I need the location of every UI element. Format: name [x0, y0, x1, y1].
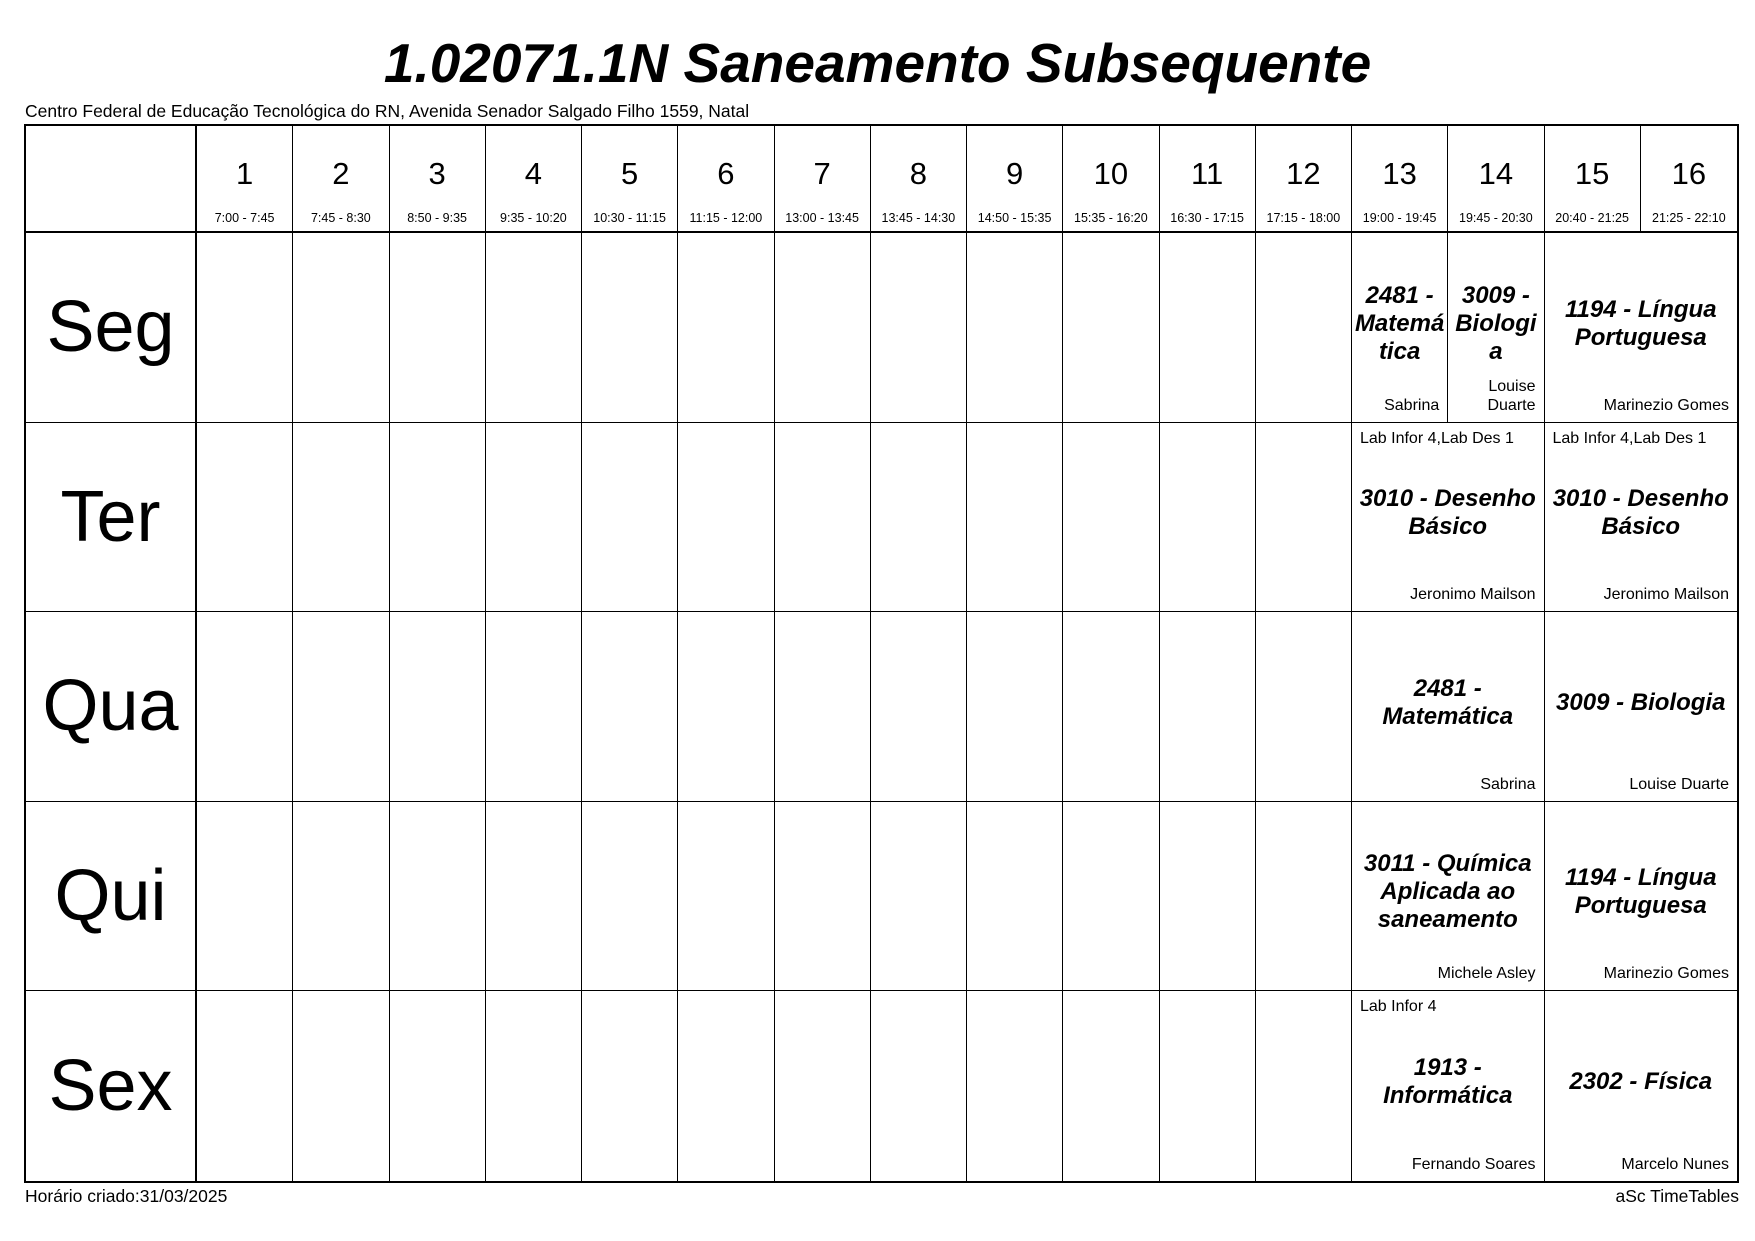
empty-slot	[197, 423, 293, 613]
period-number: 4	[524, 156, 542, 191]
empty-slot	[486, 991, 582, 1181]
empty-slot	[1063, 423, 1159, 613]
lesson-subject: 1194 - Língua Portuguesa	[1564, 864, 1717, 920]
empty-slot	[1160, 802, 1256, 992]
empty-slot	[1160, 612, 1256, 802]
empty-slot	[967, 802, 1063, 992]
empty-slot	[293, 612, 389, 802]
empty-slot	[678, 991, 774, 1181]
lesson-cell[interactable]	[1352, 233, 1448, 423]
empty-slot	[197, 612, 293, 802]
lesson-teacher: Fernando Soares	[1411, 1156, 1536, 1173]
lesson-subject: 1913 - Informática	[1383, 1054, 1513, 1110]
period-time: 19:45 - 20:30	[1459, 211, 1533, 225]
period-time: 16:30 - 17:15	[1170, 211, 1244, 225]
lesson-subject: 3009 - Biologia	[1556, 688, 1726, 716]
period-header-13	[1352, 126, 1448, 233]
page-title: 1.02071.1N Saneamento Subsequente	[383, 32, 1372, 94]
lesson-cell[interactable]	[1545, 991, 1738, 1181]
empty-slot	[678, 233, 774, 423]
day-name: Sex	[48, 1046, 173, 1127]
period-number: 6	[717, 156, 735, 191]
period-header-1	[197, 126, 293, 233]
empty-slot	[1063, 991, 1159, 1181]
lesson-room: Lab Infor 4,Lab Des 1	[1552, 429, 1707, 447]
empty-slot	[1256, 802, 1352, 992]
period-header-16	[1641, 126, 1737, 233]
empty-slot	[582, 423, 678, 613]
empty-slot	[486, 233, 582, 423]
empty-slot	[390, 802, 486, 992]
created-date: Horário criado:31/03/2025	[25, 1186, 228, 1206]
lesson-teacher: Michele Asley	[1437, 965, 1536, 983]
day-label-qua	[26, 612, 197, 802]
empty-slot	[582, 802, 678, 992]
empty-slot	[293, 802, 389, 992]
lesson-teacher: Marcelo Nunes	[1621, 1156, 1729, 1173]
period-header-12	[1256, 126, 1352, 233]
day-label-ter	[26, 423, 197, 613]
period-header-8	[871, 126, 967, 233]
period-number: 9	[1006, 156, 1024, 191]
lesson-subject: 2481 - Matemática	[1382, 674, 1514, 730]
empty-slot	[871, 612, 967, 802]
empty-slot	[967, 612, 1063, 802]
software-credit: aSc TimeTables	[1615, 1186, 1739, 1206]
empty-slot	[775, 423, 871, 613]
lesson-cell[interactable]	[1352, 423, 1545, 613]
timetable-grid	[24, 124, 1739, 1183]
lesson-teacher: Sabrina	[1384, 396, 1440, 414]
lesson-teacher: Louise Duarte	[1629, 775, 1729, 793]
lesson-teacher: Sabrina	[1480, 775, 1536, 793]
period-time: 9:35 - 10:20	[500, 211, 567, 225]
period-header-9	[967, 126, 1063, 233]
empty-slot	[197, 802, 293, 992]
day-label-sex	[26, 991, 197, 1181]
period-time: 15:35 - 16:20	[1074, 211, 1148, 225]
empty-slot	[775, 991, 871, 1181]
lesson-teacher: Jeronimo Mailson	[1603, 586, 1729, 604]
period-number: 16	[1671, 156, 1707, 191]
empty-slot	[390, 423, 486, 613]
empty-slot	[1256, 423, 1352, 613]
empty-slot	[486, 802, 582, 992]
empty-slot	[293, 233, 389, 423]
empty-slot	[775, 802, 871, 992]
empty-slot	[582, 991, 678, 1181]
lesson-cell[interactable]	[1545, 423, 1738, 613]
period-time: 10:30 - 11:15	[593, 211, 666, 225]
empty-slot	[1256, 233, 1352, 423]
empty-slot	[1256, 991, 1352, 1181]
period-time: 13:00 - 13:45	[785, 211, 859, 225]
empty-slot	[1256, 612, 1352, 802]
empty-slot	[1063, 612, 1159, 802]
empty-slot	[775, 233, 871, 423]
lesson-subject: 3010 - Desenho Básico	[1552, 485, 1729, 541]
period-header-14	[1448, 126, 1544, 233]
period-header-15	[1545, 126, 1641, 233]
lesson-teacher: Jeronimo Mailson	[1410, 586, 1536, 604]
empty-slot	[678, 802, 774, 992]
period-number: 11	[1191, 156, 1224, 191]
empty-slot	[197, 991, 293, 1181]
day-label-qui	[26, 802, 197, 992]
lesson-subject: 2481 - Matemática	[1354, 281, 1445, 365]
lesson-teacher: Marinezio Gomes	[1603, 965, 1729, 983]
day-name: Seg	[46, 287, 175, 368]
lesson-cell[interactable]	[1352, 802, 1545, 992]
period-header-10	[1063, 126, 1159, 233]
period-time: 13:45 - 14:30	[881, 211, 956, 225]
period-header-6	[678, 126, 774, 233]
empty-slot	[486, 612, 582, 802]
day-label-seg	[26, 233, 197, 423]
period-number: 3	[428, 156, 446, 191]
empty-slot	[967, 423, 1063, 613]
lesson-cell[interactable]	[1352, 991, 1545, 1181]
period-header-5	[582, 126, 678, 233]
empty-slot	[1063, 233, 1159, 423]
empty-slot	[678, 423, 774, 613]
empty-slot	[871, 233, 967, 423]
day-name: Qui	[54, 856, 167, 937]
empty-slot	[1063, 802, 1159, 992]
empty-slot	[390, 233, 486, 423]
period-number: 8	[909, 156, 927, 191]
period-number: 1	[236, 156, 254, 191]
empty-slot	[197, 233, 293, 423]
period-number: 7	[813, 156, 831, 191]
empty-slot	[871, 802, 967, 992]
corner-cell	[26, 126, 197, 233]
lesson-cell[interactable]	[1545, 233, 1738, 423]
period-header-11	[1160, 126, 1256, 233]
period-number: 12	[1286, 156, 1321, 191]
period-time: 21:25 - 22:10	[1652, 211, 1726, 225]
period-header-7	[775, 126, 871, 233]
period-header-3	[390, 126, 486, 233]
period-time: 19:00 - 19:45	[1362, 211, 1437, 225]
empty-slot	[678, 612, 774, 802]
period-number: 14	[1478, 156, 1514, 191]
day-name: Qua	[42, 666, 179, 747]
empty-slot	[1160, 423, 1256, 613]
empty-slot	[582, 233, 678, 423]
lesson-room: Lab Infor 4,Lab Des 1	[1360, 429, 1514, 447]
empty-slot	[293, 991, 389, 1181]
lesson-subject: 3011 - Química Aplicada ao saneamento	[1363, 850, 1532, 934]
lesson-cell[interactable]	[1545, 612, 1738, 802]
empty-slot	[293, 423, 389, 613]
day-name: Ter	[60, 476, 161, 557]
empty-slot	[390, 612, 486, 802]
period-number: 13	[1382, 156, 1417, 191]
empty-slot	[871, 423, 967, 613]
empty-slot	[1160, 991, 1256, 1181]
period-time: 8:50 - 9:35	[407, 211, 467, 225]
lesson-teacher: Marinezio Gomes	[1603, 396, 1729, 414]
period-time: 17:15 - 18:00	[1266, 211, 1341, 225]
period-time: 11:15 - 12:00	[689, 211, 763, 225]
period-number: 5	[621, 156, 639, 191]
lesson-cell[interactable]	[1448, 233, 1544, 423]
lesson-subject: 2302 - Física	[1569, 1068, 1713, 1096]
lesson-subject: 1194 - Língua Portuguesa	[1564, 295, 1717, 351]
empty-slot	[1160, 233, 1256, 423]
period-time: 7:45 - 8:30	[310, 211, 371, 225]
period-number: 2	[332, 156, 350, 191]
empty-slot	[775, 612, 871, 802]
period-number: 10	[1093, 156, 1129, 191]
empty-slot	[967, 991, 1063, 1181]
period-number: 15	[1574, 156, 1610, 191]
period-time: 7:00 - 7:45	[214, 211, 275, 225]
period-time: 20:40 - 21:25	[1555, 211, 1629, 225]
period-header-4	[486, 126, 582, 233]
lesson-room: Lab Infor 4	[1360, 998, 1437, 1016]
empty-slot	[390, 991, 486, 1181]
lesson-cell[interactable]	[1545, 802, 1738, 992]
school-info: Centro Federal de Educação Tecnológica do RN, Avenida Senador Salgado Filho 1559, Natal	[25, 101, 750, 121]
empty-slot	[486, 423, 582, 613]
period-time: 14:50 - 15:35	[977, 211, 1052, 225]
lesson-subject: 3010 - Desenho Básico	[1359, 485, 1536, 541]
lesson-teacher: Louise Duarte	[1487, 377, 1536, 414]
lesson-subject: 3009 - Biologia	[1455, 281, 1537, 365]
empty-slot	[967, 233, 1063, 423]
period-header-2	[293, 126, 389, 233]
empty-slot	[582, 612, 678, 802]
empty-slot	[871, 991, 967, 1181]
lesson-cell[interactable]	[1352, 612, 1545, 802]
